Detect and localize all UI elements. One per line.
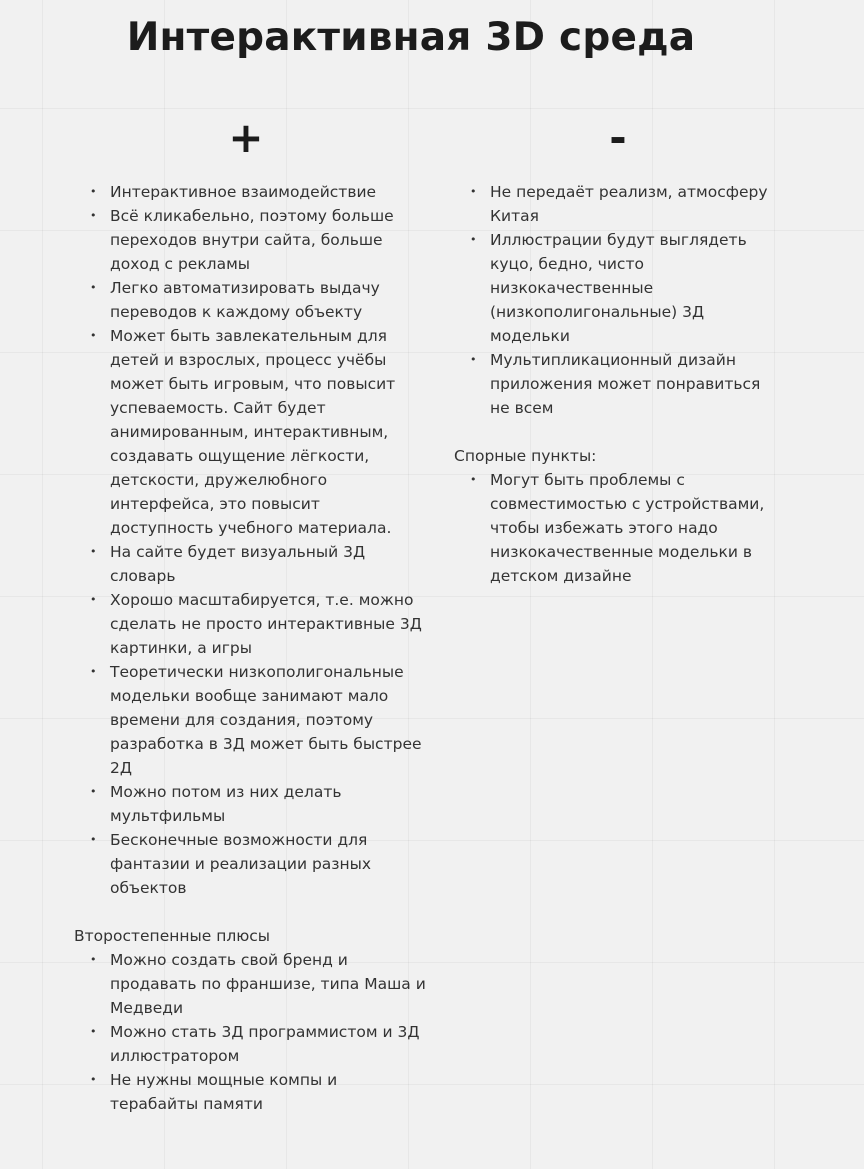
pros-heading-plus: + xyxy=(228,113,264,162)
secondary-pros-item: • Можно создать свой бренд и продавать по франшизе, типа Маша и Медведи xyxy=(110,948,426,1020)
pros-item: • Может быть завлекательным для детей и взрослых, процесс учёбы может быть игровым, что повысит успеваемость. Сайт будет анимированным, интерактивным, создавать ощущение лёгкости, детскости, дружелюбного интерфейса, это повысит доступность учебного материала. xyxy=(110,324,426,540)
cons-heading-minus: - xyxy=(609,113,627,162)
secondary-pros-item: • Не нужны мощные компы и терабайты памяти xyxy=(110,1068,426,1116)
cons-list xyxy=(454,180,784,420)
disputed-item: • Могут быть проблемы с совместимостью с устройствами, чтобы избежать этого надо низкокачественные модельки в детском дизайне xyxy=(490,468,784,588)
pros-item: • Бесконечные возможности для фантазии и реализации разных объектов xyxy=(110,828,426,900)
secondary-pros-list xyxy=(74,948,426,1116)
disputed-heading: Спорные пункты: xyxy=(454,447,597,465)
secondary-pros-heading: Второстепенные плюсы xyxy=(74,927,271,945)
cons-item: • Не передаёт реализм, атмосферу Китая xyxy=(490,180,784,228)
disputed-list xyxy=(454,468,784,588)
pros-item: • Интерактивное взаимодействие xyxy=(110,180,426,204)
pros-item: • Можно потом из них делать мультфильмы xyxy=(110,780,426,828)
pros-column xyxy=(74,180,426,1116)
page-title: Интерактивная 3D среда xyxy=(126,15,696,60)
pros-list xyxy=(74,180,426,900)
cons-column xyxy=(454,180,784,588)
cons-item: • Иллюстрации будут выглядеть куцо, бедно, чисто низкокачественные (низкополигональные) 3Д модельки xyxy=(490,228,784,348)
secondary-pros-item: • Можно стать 3Д программистом и 3Д иллюстратором xyxy=(110,1020,426,1068)
pros-item: • Легко автоматизировать выдачу переводов к каждому объекту xyxy=(110,276,426,324)
pros-item: • Хорошо масштабируется, т.е. можно сделать не просто интерактивные 3Д картинки, а игры xyxy=(110,588,426,660)
pros-item: • На сайте будет визуальный 3Д словарь xyxy=(110,540,426,588)
pros-item: • Теоретически низкополигональные модельки вообще занимают мало времени для создания, поэтому разработка в 3Д может быть быстрее 2Д xyxy=(110,660,426,780)
cons-item: • Мультипликационный дизайн приложения может понравиться не всем xyxy=(490,348,784,420)
pros-item: • Всё кликабельно, поэтому больше переходов внутри сайта, больше доход с рекламы xyxy=(110,204,426,276)
